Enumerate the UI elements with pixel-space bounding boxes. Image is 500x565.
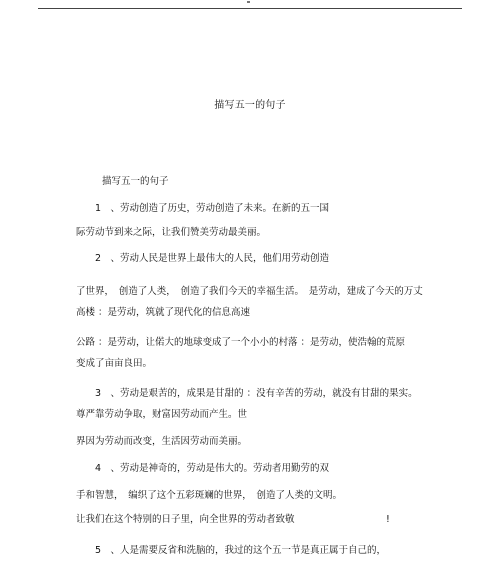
paragraph-line: 变成了亩亩良田。 xyxy=(76,358,153,369)
page-title: 描写五一的句子 xyxy=(214,100,286,111)
paragraph-line: 际劳动节到来之际，让我们赞美劳动最美丽。 xyxy=(76,227,267,238)
paragraph-line: 高楼 ：是劳动，筑就了现代化的信息高速 xyxy=(76,307,251,318)
paragraph-line: 手和智慧， 编织了这个五彩斑斓的世界， 创造了人类的文明。 xyxy=(76,490,343,501)
header-mark xyxy=(247,1,250,3)
paragraph-line: 界因为劳动而改变，生活因劳动而美丽。 xyxy=(76,436,248,447)
paragraph-line: 公路 ：是劳动，让偌大的地球变成了一个小小的村落 ：是劳动，使浩翰的荒原 xyxy=(76,337,406,348)
paragraph-line: 让我们在这个特别的日子里，向全世界的劳动者致敬 xyxy=(76,514,295,525)
paragraph-line: 了世界， 创造了人类， 创造了我们今天的幸福生活。 是劳动，建成了今天的万丈 xyxy=(76,286,423,297)
paragraph-line: 3 、劳动是艰苦的，成果是甘甜的 ：没有辛苦的劳动，就没有甘甜的果实。 xyxy=(95,388,418,399)
paragraph-line: 5 、人是需要反省和洗脑的，我过的这个五一节是真正属于自己的， xyxy=(95,545,387,556)
paragraph-line: 4 、劳动是神奇的，劳动是伟大的。劳动者用勤劳的双 xyxy=(95,463,330,474)
header-rule xyxy=(38,8,462,9)
paragraph-line: 尊严靠劳动争取，财富因劳动而产生。世 xyxy=(76,409,248,420)
exclamation-mark: ! xyxy=(386,514,390,525)
paragraph-line: 2 、劳动人民是世界上最伟大的人民，他们用劳动创造 xyxy=(95,253,330,264)
section-heading: 描写五一的句子 xyxy=(102,176,169,187)
paragraph-line: 1 、劳动创造了历史，劳动创造了未来。在新的五一国 xyxy=(95,203,330,214)
